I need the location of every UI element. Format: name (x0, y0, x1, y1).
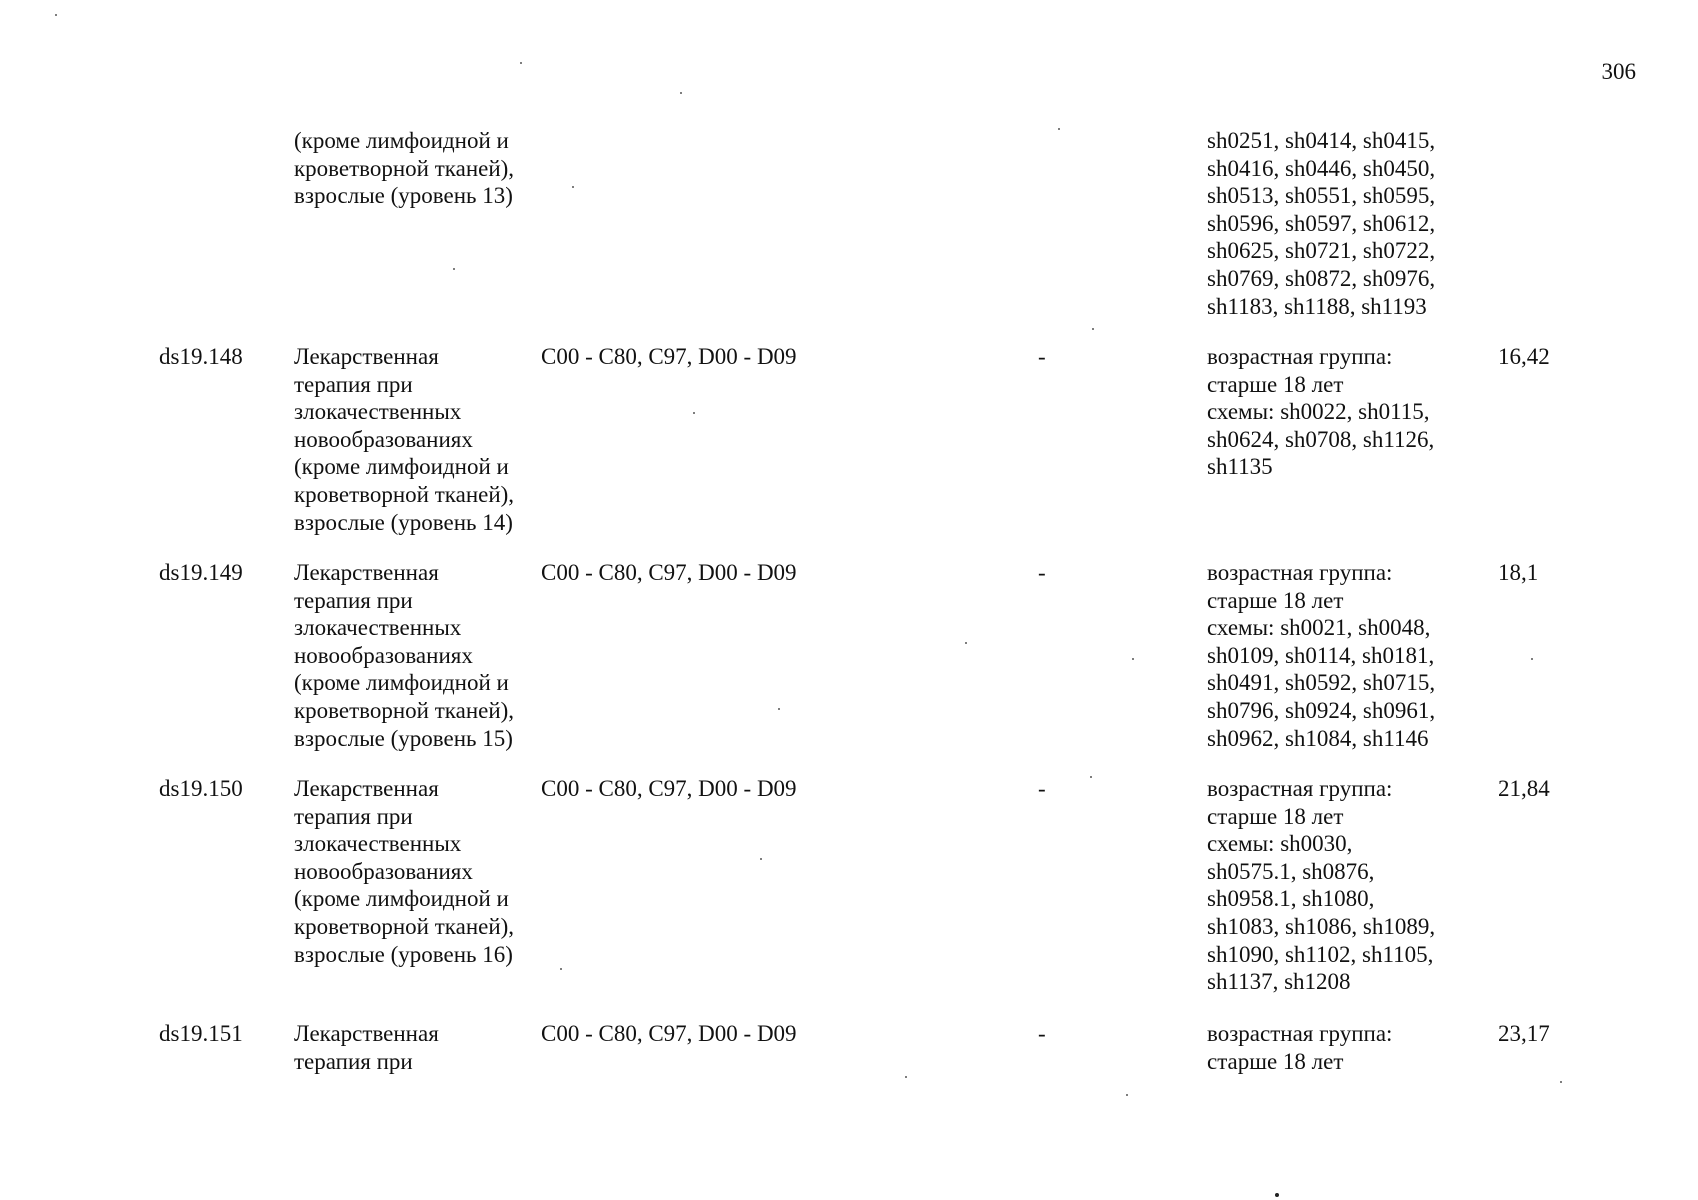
speck (778, 708, 780, 710)
row-dash: - (1038, 344, 1046, 369)
speck (680, 92, 682, 94)
table-row (0, 559, 1698, 775)
row-code: ds19.150 (159, 776, 243, 801)
row-name: Лекарственная терапия при (294, 1021, 439, 1074)
row-criteria: возрастная группа: старше 18 лет схемы: sh0021, sh0048, sh0109, sh0114, sh0181, sh0491, sh0592, sh0715, sh0796, sh0924, sh0961, sh0962, sh1084, sh1146 (1207, 560, 1436, 751)
speck (693, 412, 695, 414)
row-dash: - (1038, 776, 1046, 801)
speck (905, 1076, 907, 1078)
speck (1531, 658, 1533, 660)
row-coefficient: 16,42 (1498, 344, 1550, 369)
row-code: ds19.148 (159, 344, 243, 369)
speck (1090, 776, 1092, 778)
speck (560, 968, 562, 970)
speck (520, 62, 522, 64)
table-row (0, 775, 1698, 1020)
row-criteria: возрастная группа: старше 18 лет (1207, 1021, 1393, 1074)
row-icd-codes: C00 - C80, C97, D00 - D09 (541, 560, 797, 585)
table-row (0, 343, 1698, 559)
speck (453, 268, 455, 270)
row-dash: - (1038, 560, 1046, 585)
speck (572, 186, 574, 188)
row-name: (кроме лимфоидной и кроветворной тканей), взрослые (уровень 13) (294, 128, 515, 209)
row-dash: - (1038, 1021, 1046, 1046)
row-icd-codes: C00 - C80, C97, D00 - D09 (541, 776, 797, 801)
speck (1058, 128, 1060, 130)
row-code: ds19.151 (159, 1021, 243, 1046)
speck (1560, 1081, 1562, 1083)
speck (1275, 1193, 1279, 1197)
row-criteria: возрастная группа: старше 18 лет схемы: sh0022, sh0115, sh0624, sh0708, sh1126, sh1135 (1207, 344, 1435, 480)
tariff-table (0, 127, 1698, 1100)
row-code: ds19.149 (159, 560, 243, 585)
speck (1092, 328, 1094, 330)
row-name: Лекарственная терапия при злокачественных новообразованиях (кроме лимфоидной и кроветворной тканей), взрослые (уровень 16) (294, 776, 515, 967)
speck (1132, 658, 1134, 660)
speck (55, 14, 57, 16)
row-icd-codes: C00 - C80, C97, D00 - D09 (541, 1021, 797, 1046)
speck (760, 858, 762, 860)
speck (965, 642, 967, 644)
speck (1126, 1094, 1128, 1096)
page-number: 306 (1601, 59, 1636, 84)
row-criteria: sh0251, sh0414, sh0415, sh0416, sh0446, sh0450, sh0513, sh0551, sh0595, sh0596, sh0597, sh0612, sh0625, sh0721, sh0722, sh0769, sh0872, sh0976, sh1183, sh1188, sh1193 (1207, 128, 1436, 319)
row-name: Лекарственная терапия при злокачественных новообразованиях (кроме лимфоидной и кроветворной тканей), взрослые (уровень 14) (294, 344, 515, 535)
row-coefficient: 21,84 (1498, 776, 1550, 801)
row-icd-codes: C00 - C80, C97, D00 - D09 (541, 344, 797, 369)
table-row (0, 127, 1698, 343)
table-row (0, 1020, 1698, 1100)
row-coefficient: 18,1 (1498, 560, 1539, 585)
row-name: Лекарственная терапия при злокачественных новообразованиях (кроме лимфоидной и кроветворной тканей), взрослые (уровень 15) (294, 560, 515, 751)
row-criteria: возрастная группа: старше 18 лет схемы: sh0030, sh0575.1, sh0876, sh0958.1, sh1080, sh1083, sh1086, sh1089, sh1090, sh1102, sh1105, sh1137, sh1208 (1207, 776, 1436, 995)
row-coefficient: 23,17 (1498, 1021, 1550, 1046)
